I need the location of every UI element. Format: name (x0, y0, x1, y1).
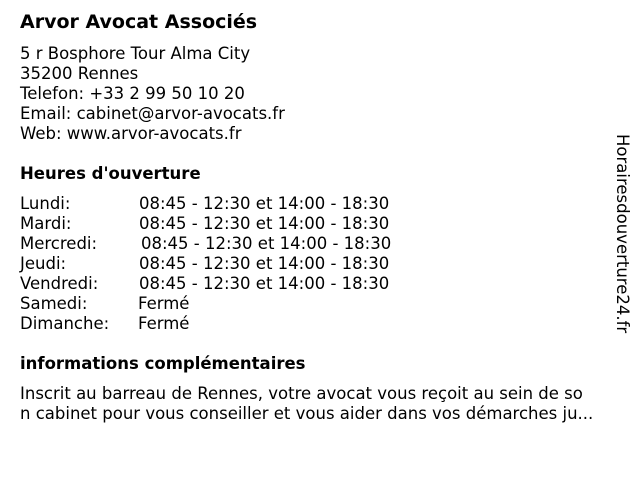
hours-sunday: Fermé (138, 314, 190, 333)
additional-info-line-2: n cabinet pour vous conseiller et vous aider dans vos démarches ju... (20, 404, 594, 423)
day-label-friday: Vendredi: (20, 274, 99, 293)
additional-info-text (20, 384, 628, 424)
address-street: 5 r Bosphore Tour Alma City (20, 44, 251, 63)
hours-monday: 08:45 - 12:30 et 14:00 - 18:30 (139, 194, 390, 213)
hours-friday: 08:45 - 12:30 et 14:00 - 18:30 (139, 274, 390, 293)
additional-info-line-1: Inscrit au barreau de Rennes, votre avocat vous reçoit au sein de so (20, 384, 583, 403)
hours-tuesday: 08:45 - 12:30 et 14:00 - 18:30 (139, 214, 390, 233)
day-label-sunday: Dimanche: (20, 314, 110, 333)
email-line: Email: cabinet@arvor-avocats.fr (20, 104, 285, 123)
day-label-thursday: Jeudi: (20, 254, 67, 273)
site-watermark (612, 134, 632, 350)
opening-hours-heading: Heures d'ouverture (20, 164, 201, 183)
day-label-saturday: Samedi: (20, 294, 88, 313)
phone-line: Telefon: +33 2 99 50 10 20 (20, 84, 245, 103)
hours-thursday: 08:45 - 12:30 et 14:00 - 18:30 (139, 254, 390, 273)
site-watermark-text: Horairesdouverture24.fr (613, 134, 632, 334)
day-label-monday: Lundi: (20, 194, 71, 213)
hours-wednesday: 08:45 - 12:30 et 14:00 - 18:30 (141, 234, 392, 253)
hours-saturday: Fermé (138, 294, 190, 313)
web-line: Web: www.arvor-avocats.fr (20, 124, 242, 143)
day-label-wednesday: Mercredi: (20, 234, 98, 253)
additional-info-heading: informations complémentaires (20, 354, 306, 373)
day-label-tuesday: Mardi: (20, 214, 72, 233)
address-city: 35200 Rennes (20, 64, 139, 83)
business-name: Arvor Avocat Associés (20, 11, 258, 33)
